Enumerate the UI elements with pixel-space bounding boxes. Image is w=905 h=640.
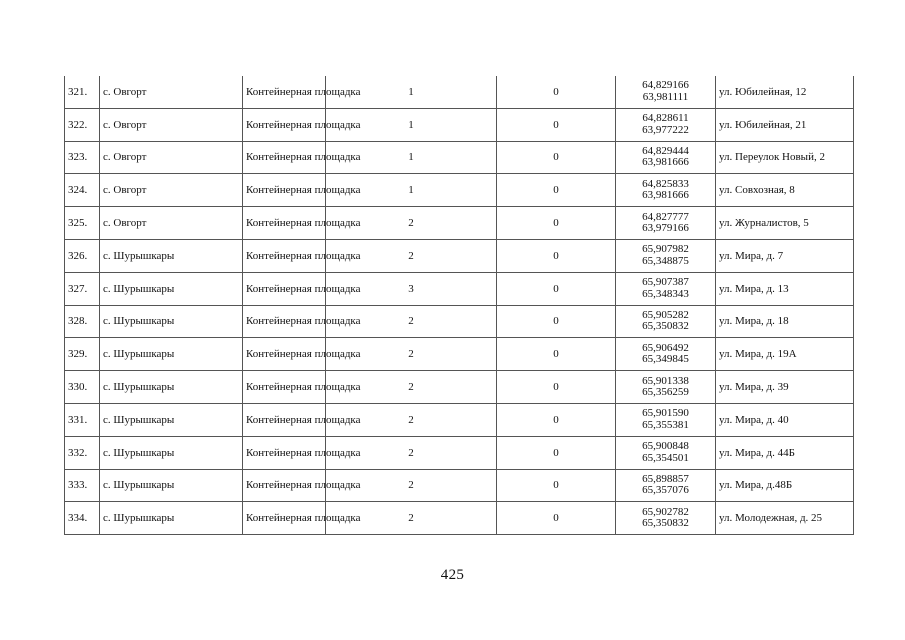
address-cell: ул. Мира, д. 18 xyxy=(716,305,854,338)
container-count-cell: 2 xyxy=(326,371,497,404)
table-row xyxy=(65,239,854,272)
row-number-cell: 329. xyxy=(65,338,100,371)
site-type-cell: Контейнерная площадка xyxy=(243,403,326,436)
site-type-cell: Контейнерная площадка xyxy=(243,141,326,174)
table-row xyxy=(65,76,854,108)
locality-cell: с. Шурышкары xyxy=(100,403,243,436)
container-count-cell: 1 xyxy=(326,174,497,207)
address-cell: ул. Юбилейная, 21 xyxy=(716,108,854,141)
coordinates-cell xyxy=(616,174,716,207)
locality-cell: с. Шурышкары xyxy=(100,239,243,272)
longitude-value: 65,354501 xyxy=(642,451,689,464)
site-type-cell: Контейнерная площадка xyxy=(243,76,326,108)
container-count-cell: 2 xyxy=(326,436,497,469)
coordinates-cell xyxy=(616,469,716,502)
container-count-cell: 2 xyxy=(326,502,497,535)
longitude-value: 63,977222 xyxy=(642,123,689,136)
latitude-value: 65,901590 xyxy=(642,407,689,420)
row-number-cell: 330. xyxy=(65,371,100,404)
table-row xyxy=(65,502,854,535)
zero-value-cell: 0 xyxy=(497,207,616,240)
address-cell: ул. Мира, д.48Б xyxy=(716,469,854,502)
table-row xyxy=(65,371,854,404)
latitude-value: 65,901338 xyxy=(642,374,689,387)
row-number-cell: 324. xyxy=(65,174,100,207)
zero-value-cell: 0 xyxy=(497,76,616,108)
address-cell: ул. Мира, д. 39 xyxy=(716,371,854,404)
zero-value-cell: 0 xyxy=(497,436,616,469)
latitude-value: 64,827777 xyxy=(642,210,689,223)
page-number: 425 xyxy=(440,567,465,583)
coordinates-cell xyxy=(616,436,716,469)
locality-cell: с. Овгорт xyxy=(100,207,243,240)
locality-cell: с. Овгорт xyxy=(100,141,243,174)
site-type-cell: Контейнерная площадка xyxy=(243,174,326,207)
coordinates-cell xyxy=(616,207,716,240)
row-number-cell: 332. xyxy=(65,436,100,469)
address-cell: ул. Мира, д. 44Б xyxy=(716,436,854,469)
table-row xyxy=(65,305,854,338)
row-number-cell: 326. xyxy=(65,239,100,272)
address-cell: ул. Журналистов, 5 xyxy=(716,207,854,240)
table-row xyxy=(65,207,854,240)
row-number-cell: 331. xyxy=(65,403,100,436)
table-row xyxy=(65,436,854,469)
locality-cell: с. Шурышкары xyxy=(100,436,243,469)
table-row xyxy=(65,174,854,207)
latitude-value: 64,828611 xyxy=(642,112,689,125)
site-type-cell: Контейнерная площадка xyxy=(243,207,326,240)
latitude-value: 65,906492 xyxy=(642,341,689,354)
site-type-cell: Контейнерная площадка xyxy=(243,108,326,141)
container-sites-table xyxy=(64,76,854,535)
row-number-cell: 327. xyxy=(65,272,100,305)
container-count-cell: 2 xyxy=(326,403,497,436)
table-row xyxy=(65,403,854,436)
address-cell: ул. Переулок Новый, 2 xyxy=(716,141,854,174)
container-count-cell: 1 xyxy=(326,141,497,174)
locality-cell: с. Шурышкары xyxy=(100,338,243,371)
zero-value-cell: 0 xyxy=(497,502,616,535)
zero-value-cell: 0 xyxy=(497,305,616,338)
coordinates-cell xyxy=(616,141,716,174)
coordinates-cell xyxy=(616,108,716,141)
container-count-cell: 2 xyxy=(326,207,497,240)
address-cell: ул. Юбилейная, 12 xyxy=(716,76,854,108)
zero-value-cell: 0 xyxy=(497,338,616,371)
locality-cell: с. Овгорт xyxy=(100,174,243,207)
locality-cell: с. Шурышкары xyxy=(100,469,243,502)
longitude-value: 63,981111 xyxy=(642,90,689,103)
longitude-value: 65,348875 xyxy=(642,254,689,267)
container-count-cell: 2 xyxy=(326,305,497,338)
zero-value-cell: 0 xyxy=(497,239,616,272)
locality-cell: с. Овгорт xyxy=(100,76,243,108)
table-row xyxy=(65,469,854,502)
latitude-value: 65,898857 xyxy=(642,472,689,485)
row-number-cell: 328. xyxy=(65,305,100,338)
latitude-value: 65,907982 xyxy=(642,243,689,256)
coordinates-cell xyxy=(616,338,716,371)
table-body xyxy=(65,76,854,535)
latitude-value: 65,905282 xyxy=(642,308,689,321)
longitude-value: 63,981666 xyxy=(642,156,689,169)
coordinates-cell xyxy=(616,305,716,338)
latitude-value: 65,900848 xyxy=(642,440,689,453)
address-cell: ул. Совхозная, 8 xyxy=(716,174,854,207)
row-number-cell: 334. xyxy=(65,502,100,535)
locality-cell: с. Шурышкары xyxy=(100,305,243,338)
longitude-value: 63,979166 xyxy=(642,222,689,235)
address-cell: ул. Мира, д. 40 xyxy=(716,403,854,436)
longitude-value: 65,350832 xyxy=(642,320,689,333)
latitude-value: 65,902782 xyxy=(642,505,689,518)
site-type-cell: Контейнерная площадка xyxy=(243,436,326,469)
container-count-cell: 2 xyxy=(326,469,497,502)
site-type-cell: Контейнерная площадка xyxy=(243,305,326,338)
latitude-value: 64,825833 xyxy=(642,177,689,190)
container-count-cell: 2 xyxy=(326,239,497,272)
container-count-cell: 1 xyxy=(326,76,497,108)
zero-value-cell: 0 xyxy=(497,141,616,174)
site-type-cell: Контейнерная площадка xyxy=(243,469,326,502)
locality-cell: с. Овгорт xyxy=(100,108,243,141)
table-row xyxy=(65,141,854,174)
row-number-cell: 321. xyxy=(65,76,100,108)
coordinates-cell xyxy=(616,403,716,436)
container-count-cell: 3 xyxy=(326,272,497,305)
address-cell: ул. Мира, д. 13 xyxy=(716,272,854,305)
latitude-value: 64,829166 xyxy=(642,79,689,92)
address-cell: ул. Мира, д. 19А xyxy=(716,338,854,371)
row-number-cell: 325. xyxy=(65,207,100,240)
site-type-cell: Контейнерная площадка xyxy=(243,239,326,272)
longitude-value: 63,981666 xyxy=(642,189,689,202)
address-cell: ул. Мира, д. 7 xyxy=(716,239,854,272)
zero-value-cell: 0 xyxy=(497,371,616,404)
longitude-value: 65,349845 xyxy=(642,353,689,366)
container-count-cell: 1 xyxy=(326,108,497,141)
zero-value-cell: 0 xyxy=(497,403,616,436)
address-cell: ул. Молодежная, д. 25 xyxy=(716,502,854,535)
locality-cell: с. Шурышкары xyxy=(100,272,243,305)
longitude-value: 65,348343 xyxy=(642,287,689,300)
table-row xyxy=(65,108,854,141)
coordinates-cell xyxy=(616,239,716,272)
row-number-cell: 333. xyxy=(65,469,100,502)
zero-value-cell: 0 xyxy=(497,469,616,502)
site-type-cell: Контейнерная площадка xyxy=(243,502,326,535)
zero-value-cell: 0 xyxy=(497,174,616,207)
site-type-cell: Контейнерная площадка xyxy=(243,338,326,371)
zero-value-cell: 0 xyxy=(497,272,616,305)
coordinates-cell xyxy=(616,272,716,305)
row-number-cell: 323. xyxy=(65,141,100,174)
table-row xyxy=(65,338,854,371)
table-row xyxy=(65,272,854,305)
latitude-value: 64,829444 xyxy=(642,144,689,157)
container-count-cell: 2 xyxy=(326,338,497,371)
longitude-value: 65,356259 xyxy=(642,386,689,399)
coordinates-cell xyxy=(616,371,716,404)
coordinates-cell xyxy=(616,502,716,535)
longitude-value: 65,350832 xyxy=(642,517,689,530)
locality-cell: с. Шурышкары xyxy=(100,371,243,404)
longitude-value: 65,357076 xyxy=(642,484,689,497)
zero-value-cell: 0 xyxy=(497,108,616,141)
latitude-value: 65,907387 xyxy=(642,276,689,289)
site-type-cell: Контейнерная площадка xyxy=(243,272,326,305)
row-number-cell: 322. xyxy=(65,108,100,141)
coordinates-cell xyxy=(616,76,716,108)
longitude-value: 65,355381 xyxy=(642,418,689,431)
locality-cell: с. Шурышкары xyxy=(100,502,243,535)
site-type-cell: Контейнерная площадка xyxy=(243,371,326,404)
